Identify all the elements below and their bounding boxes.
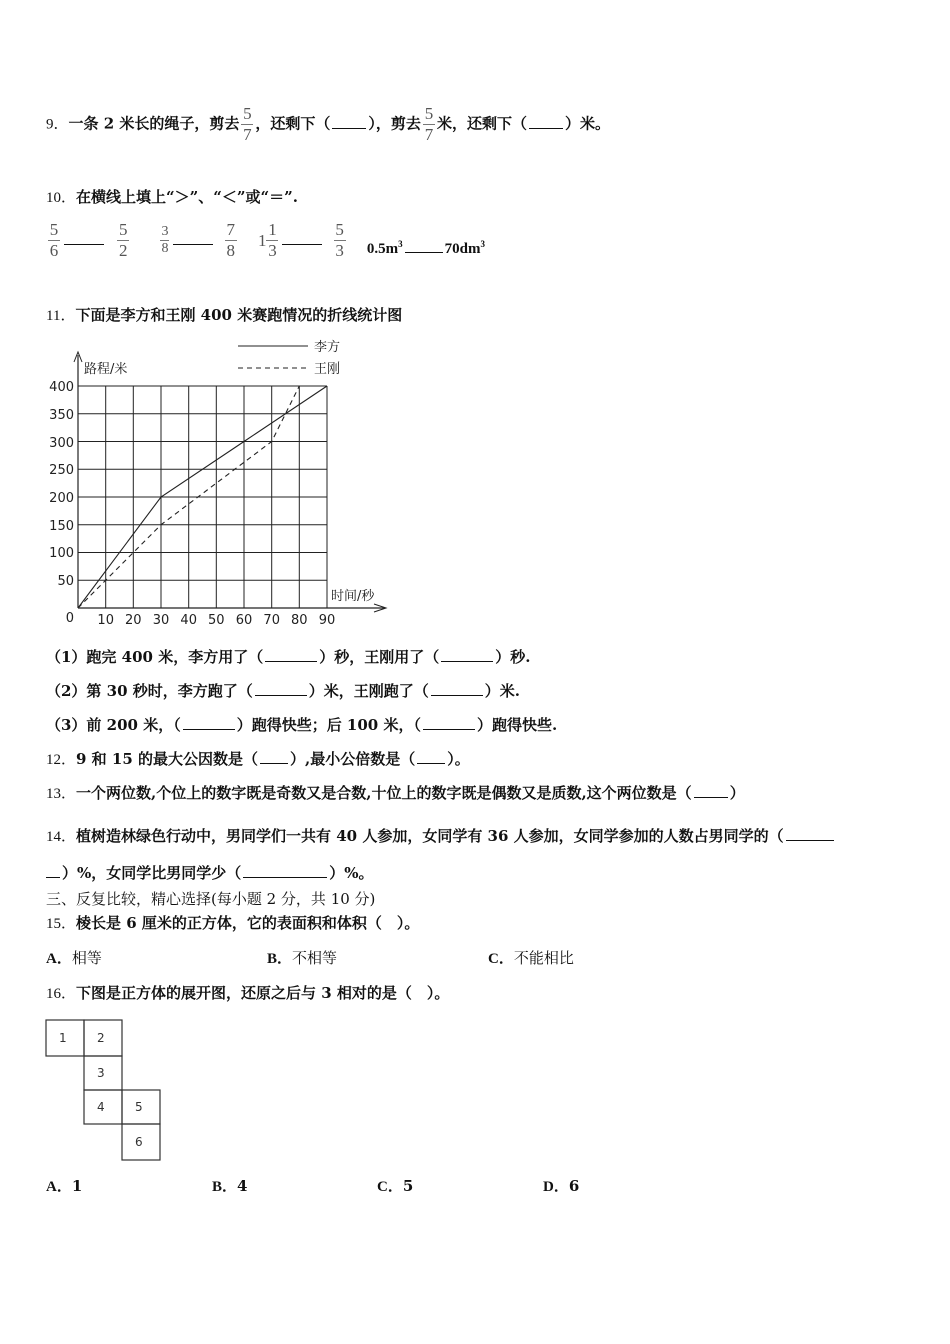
answer-blank[interactable] xyxy=(265,660,317,662)
question-number: 11． xyxy=(46,308,76,324)
line-chart xyxy=(40,335,400,635)
svg-text:80: 80 xyxy=(291,613,308,628)
answer-blank-cont xyxy=(46,876,60,878)
x-axis-label: 时间/秒 xyxy=(331,589,375,604)
question-11-sub-3: （3）前 200 米，（ ）跑得快些；后 100 米，（ ）跑得快些. xyxy=(46,716,558,734)
question-16: 16．下图是正方体的展开图，还原之后与 3 相对的是（ ）。 xyxy=(46,984,450,1002)
answer-blank[interactable] xyxy=(431,694,483,696)
question-10 xyxy=(46,186,298,207)
net-face-3: 3 xyxy=(97,1066,105,1080)
svg-text:50: 50 xyxy=(57,574,74,589)
svg-text:0: 0 xyxy=(65,611,74,626)
option-c[interactable]: C．不能相比 xyxy=(488,949,574,967)
svg-text:40: 40 xyxy=(180,613,197,628)
compare-blank-1[interactable] xyxy=(64,243,104,245)
svg-text:100: 100 xyxy=(49,546,74,561)
grid xyxy=(78,386,327,608)
svg-text:350: 350 xyxy=(49,408,74,423)
fraction: $\frac{7}{8}$ xyxy=(226,220,235,260)
question-11-sub-2: （2）第 30 秒时，李方跑了（ ）米，王刚跑了（ ）米. xyxy=(46,682,521,700)
answer-blank[interactable] xyxy=(243,876,327,878)
question-15: 15．棱长是 6 厘米的正方体，它的表面积和体积（ ）。 xyxy=(46,914,420,932)
question-text: 在横线上填上“＞”、“＜”或“＝”. xyxy=(76,188,299,206)
question-number: 16． xyxy=(46,986,77,1002)
svg-text:300: 300 xyxy=(49,436,74,451)
svg-text:20: 20 xyxy=(125,613,142,628)
net-face-1: 1 xyxy=(59,1031,67,1045)
question-number: 14． xyxy=(46,829,77,845)
compare-blank-4[interactable] xyxy=(405,251,443,253)
mixed-whole: 1 xyxy=(257,230,267,250)
question-11 xyxy=(46,304,402,325)
svg-text:400: 400 xyxy=(49,380,74,395)
comparison-row xyxy=(46,220,485,261)
cube-net-diagram xyxy=(44,1018,169,1163)
fraction: $\frac{3}{8}$ xyxy=(161,224,169,256)
answer-blank[interactable] xyxy=(529,127,563,129)
svg-text:60: 60 xyxy=(235,613,253,628)
option-a[interactable]: A．1 xyxy=(46,1177,83,1195)
svg-text:90: 90 xyxy=(318,613,336,628)
answer-blank[interactable] xyxy=(694,796,728,798)
answer-blank[interactable] xyxy=(260,762,288,764)
svg-text:30: 30 xyxy=(152,613,170,628)
svg-text:200: 200 xyxy=(49,491,74,506)
question-text: ），剪去 xyxy=(368,114,421,133)
svg-text:150: 150 xyxy=(49,519,74,534)
volume-compare: $0.5m^3$ $70dm^3$ xyxy=(366,238,485,257)
question-9 xyxy=(46,104,610,145)
legend-label-wanggang: 王刚 xyxy=(314,362,341,377)
compare-blank-3[interactable] xyxy=(282,243,322,245)
answer-blank[interactable] xyxy=(441,660,493,662)
net-face-6: 6 xyxy=(135,1135,143,1149)
y-axis-label: 路程/米 xyxy=(84,362,128,377)
question-12: 12．9 和 15 的最大公因数是（ ）,最小公倍数是（ ）。 xyxy=(46,750,470,768)
fraction: $\frac{5}{2}$ xyxy=(118,220,128,260)
question-text: 米，还剩下（ xyxy=(436,114,527,133)
svg-text:250: 250 xyxy=(49,463,74,478)
svg-text:10: 10 xyxy=(97,613,114,628)
net-face-4: 4 xyxy=(97,1100,105,1114)
option-c[interactable]: C．5 xyxy=(377,1177,414,1195)
y-tick-labels xyxy=(49,380,74,626)
question-number: 9． xyxy=(46,116,69,133)
question-text: ）米。 xyxy=(564,114,610,133)
question-11-sub-1: （1）跑完 400 米，李方用了（ ）秒，王刚用了（ ）秒. xyxy=(46,648,531,666)
question-text: 一条 2 米长的绳子，剪去 xyxy=(68,114,240,133)
option-d[interactable]: D．6 xyxy=(543,1177,580,1195)
option-b[interactable]: B．4 xyxy=(212,1177,248,1195)
answer-blank[interactable] xyxy=(423,728,475,730)
question-number: 10． xyxy=(46,190,77,206)
answer-blank[interactable] xyxy=(786,839,834,841)
answer-blank[interactable] xyxy=(255,694,307,696)
svg-text:70: 70 xyxy=(263,613,280,628)
option-a[interactable]: A．相等 xyxy=(46,949,102,967)
fraction: $\frac{5}{7}$ xyxy=(243,104,252,144)
section-title: 三、反复比较，精心选择(每小题 2 分，共 10 分) xyxy=(46,890,376,908)
fraction: $\frac{5}{7}$ xyxy=(424,104,434,144)
question-number: 15． xyxy=(46,916,77,932)
net-face-5: 5 xyxy=(135,1100,143,1114)
x-tick-labels xyxy=(97,613,335,628)
question-13: 13．一个两位数,个位上的数字既是奇数又是合数,十位上的数字既是偶数又是质数,这个两位数是（ ） xyxy=(46,784,745,802)
question-number: 12． xyxy=(46,752,77,768)
compare-blank-2[interactable] xyxy=(173,243,213,245)
legend-label-lifang: 李方 xyxy=(314,340,341,355)
question-text: 下面是李方和王刚 400 米赛跑情况的折线统计图 xyxy=(75,306,403,324)
option-b[interactable]: B．不相等 xyxy=(267,949,338,967)
answer-blank[interactable] xyxy=(417,762,445,764)
svg-text:50: 50 xyxy=(208,613,225,628)
question-14: 14．植树造林绿色行动中，男同学们一共有 40 人参加，女同学有 36 人参加，女同学参加的人数占男同学的（ ）%，女同学比男同学少（ ）%。 xyxy=(46,818,904,891)
fraction: $\frac{1}{3}$ xyxy=(268,220,277,260)
answer-blank[interactable] xyxy=(183,728,235,730)
fraction: $\frac{5}{6}$ xyxy=(49,220,59,260)
fraction: $\frac{5}{3}$ xyxy=(335,220,344,260)
answer-blank[interactable] xyxy=(332,127,366,129)
net-face-2: 2 xyxy=(97,1031,105,1045)
question-text: ，还剩下（ xyxy=(255,114,331,133)
question-number: 13． xyxy=(46,786,77,802)
